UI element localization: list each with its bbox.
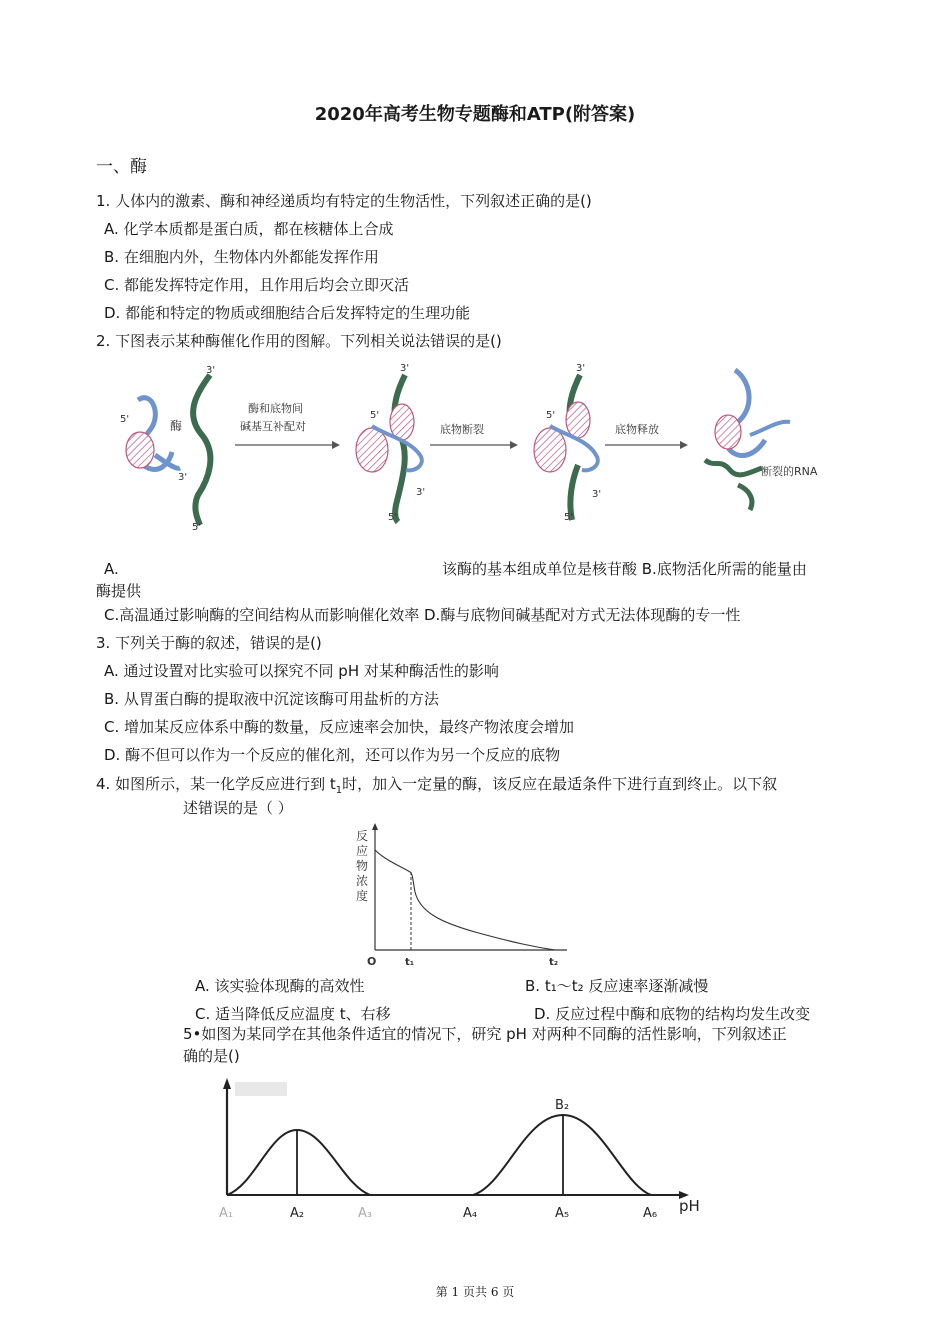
page-footer: 第 1 页共 6 页 — [435, 1285, 515, 1299]
question-4-option-d: D. 反应过程中酶和底物的结构均发生改变 — [534, 1005, 811, 1023]
tick-a1: A₁ — [219, 1206, 234, 1221]
label-3prime-a: 3' — [206, 365, 216, 376]
question-3-option-d: D. 酶不但可以作为一个反应的催化剂，还可以作为另一个反应的底物 — [104, 746, 561, 764]
label-5prime-a: 5' — [120, 414, 130, 425]
tick-a2: A₂ — [290, 1206, 305, 1221]
question-2-option-a-letter: A. — [104, 560, 119, 578]
question-4-option-c: C. 适当降低反应温度 t、右移 — [195, 1005, 391, 1023]
origin-label: O — [367, 955, 377, 968]
question-1-option-a: A. 化学本质都是蛋白质，都在核糖体上合成 — [104, 220, 394, 238]
question-3-option-a: A. 通过设置对比实验可以探究不同 pH 对某种酶活性的影响 — [104, 662, 499, 680]
arrow-substrate-release — [605, 422, 688, 449]
page-title: 2020年高考生物专题酶和ATP(附答案) — [314, 104, 636, 125]
enzyme-1-curve — [227, 1130, 370, 1195]
label-5prime-c: 5' — [370, 410, 380, 421]
question-5-stem-line2: 确的是() — [183, 1047, 240, 1065]
panel-enzyme-and-substrate — [120, 365, 215, 533]
panel-cleaved-substrate — [534, 363, 601, 523]
tick-a5: A₅ — [555, 1206, 570, 1221]
y-label-char-4: 浓 — [356, 874, 369, 888]
question-1-option-b: B. 在细胞内外，生物体内外都能发挥作用 — [104, 248, 379, 266]
y-label-char-1: 反 — [356, 829, 369, 843]
label-broken-rna: 断裂的RNA — [761, 465, 818, 478]
arrow-substrate-cleavage — [430, 422, 518, 449]
peak-b2-label: B₂ — [555, 1098, 570, 1113]
arrow-2-label: 底物断裂 — [440, 423, 484, 436]
y-label-char-5: 度 — [356, 889, 369, 903]
blurred-axis-label — [235, 1082, 287, 1096]
enzyme-catalysis-figure — [110, 360, 840, 535]
question-3-option-b: B. 从胃蛋白酶的提取液中沉淀该酶可用盐析的方法 — [104, 690, 439, 708]
label-5prime-f: 5' — [564, 512, 574, 523]
enzyme-2-curve — [473, 1115, 651, 1195]
question-2-stem: 2. 下图表示某种酶催化作用的图解。下列相关说法错误的是() — [96, 332, 502, 350]
question-4-stem-line1 — [96, 773, 777, 795]
tick-a4: A₄ — [463, 1206, 478, 1221]
question-3-stem: 3. 下列关于酶的叙述，错误的是() — [96, 634, 322, 652]
label-5prime-d: 5' — [388, 512, 398, 523]
label-5prime-e: 5' — [546, 410, 556, 421]
arrow-1-label-line1: 酶和底物间 — [248, 402, 303, 415]
question-2-option-b-continued: 酶提供 — [96, 582, 142, 600]
question-4-stem-subscript: 1 — [335, 785, 343, 796]
label-3prime-c: 3' — [400, 363, 410, 374]
label-3prime-d: 3' — [416, 487, 426, 498]
question-4-stem-line2: 述错误的是（ ） — [183, 799, 293, 817]
arrow-base-pairing — [235, 401, 340, 449]
question-4-stem-pre: 4. 如图所示，某一化学反应进行到 t — [96, 775, 336, 793]
tick-a3: A₃ — [358, 1206, 373, 1221]
t2-label: t₂ — [549, 957, 559, 968]
question-2-option-c-d: C.高温通过影响酶的空间结构从而影响催化效率 D.酶与底物间碱基配对方式无法体现酶的专一性 — [104, 606, 741, 624]
label-enzyme: 酶 — [170, 419, 183, 433]
question-1-option-c: C. 都能发挥特定作用，且作用后均会立即灭活 — [104, 276, 410, 294]
label-3prime-f: 3' — [592, 489, 602, 500]
question-4-stem-post: 时，加入一定量的酶，该反应在最适条件下进行直到终止。以下叙 — [342, 775, 778, 793]
label-3prime-e: 3' — [576, 363, 586, 374]
label-5prime-b: 5' — [192, 522, 202, 533]
question-1-option-d: D. 都能和特定的物质或细胞结合后发挥特定的生理功能 — [104, 304, 471, 322]
section-heading: 一、酶 — [96, 157, 147, 177]
question-4-option-b: B. t₁～t₂ 反应速率逐渐减慢 — [525, 977, 709, 995]
question-1-stem: 1. 人体内的激素、酶和神经递质均有特定的生物活性，下列叙述正确的是() — [96, 192, 592, 210]
question-2-option-a-b: 该酶的基本组成单位是核苷酸 B.底物活化所需的能量由 — [442, 560, 807, 578]
concentration-curve — [375, 850, 555, 950]
question-4-option-a: A. 该实验体现酶的高效性 — [195, 977, 365, 995]
reaction-concentration-figure — [345, 822, 575, 972]
ph-activity-figure — [205, 1075, 715, 1225]
tick-a6: A₆ — [643, 1206, 658, 1221]
label-3prime-b: 3' — [178, 472, 188, 483]
y-label-char-3: 物 — [356, 859, 369, 873]
x-axis-label: pH — [679, 1197, 700, 1215]
panel-released-products — [705, 370, 818, 510]
question-3-option-c: C. 增加某反应体系中酶的数量，反应速率会加快，最终产物浓度会增加 — [104, 718, 575, 736]
arrow-1-label-line2: 碱基互补配对 — [240, 420, 306, 433]
question-5-stem-line1: 5•如图为某同学在其他条件适宜的情况下，研究 pH 对两种不同酶的活性影响，下列叙述正 — [183, 1025, 787, 1043]
arrow-3-label: 底物释放 — [615, 423, 659, 436]
y-label-char-2: 应 — [356, 844, 369, 858]
t1-label: t₁ — [405, 957, 415, 968]
panel-paired-complex — [356, 363, 425, 523]
